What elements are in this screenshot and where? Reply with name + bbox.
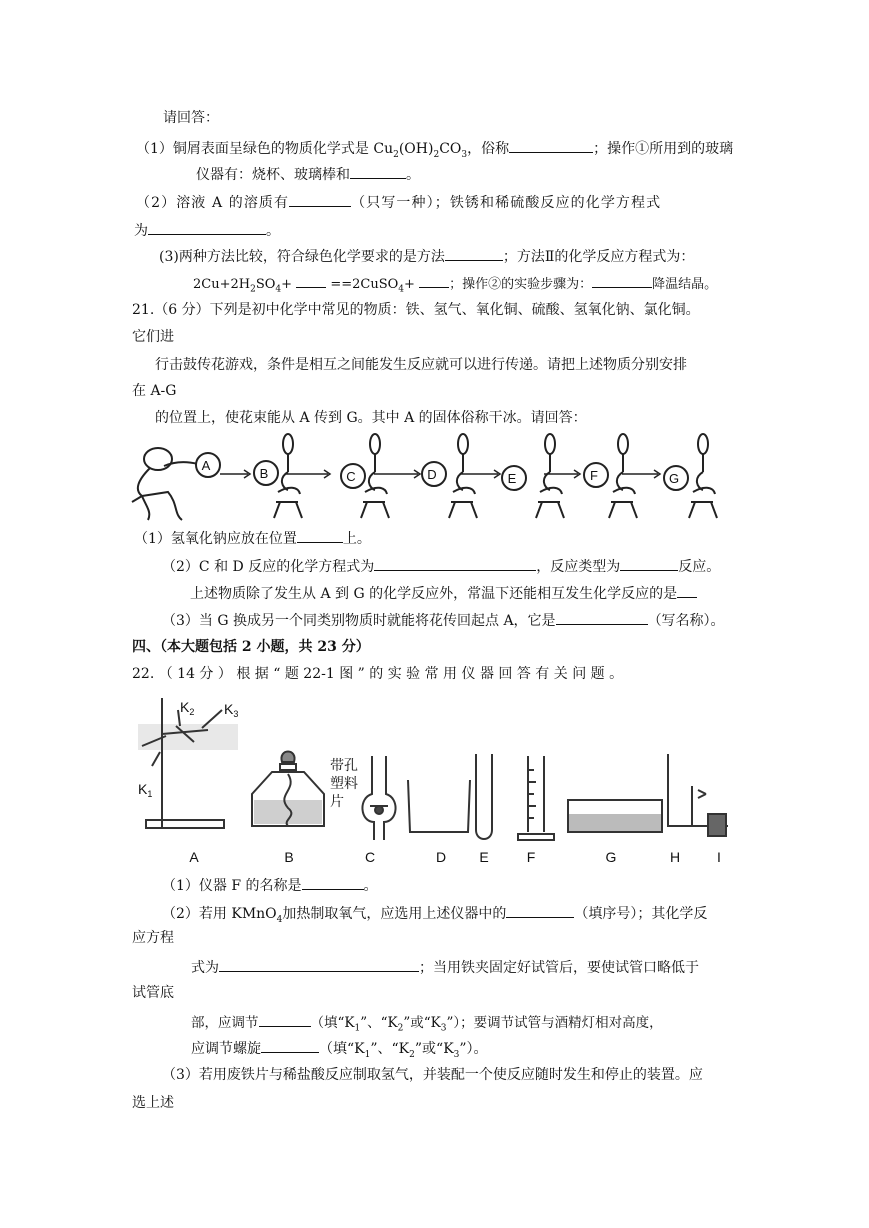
- q21-sub2-line2: 上述物质除了发生从 A 到 G 的化学反应外，常温下还能相互发生化学反应的是: [190, 582, 697, 604]
- answer-blank[interactable]: [296, 272, 326, 288]
- answer-blank[interactable]: [677, 582, 697, 598]
- iron-stand-apparatus: [138, 698, 238, 828]
- answer-blank[interactable]: [302, 874, 364, 890]
- q22-sub2-line6: 应调节螺旋 （填“$K_1$”、“$K_2$”或“$K_3$”）。: [191, 1037, 488, 1065]
- test-tube-apparatus: [476, 754, 492, 839]
- k3-label: $K_3$: [224, 701, 239, 719]
- porous-plate-apparatus: [362, 756, 395, 840]
- apparatus-letter-c: C: [364, 849, 376, 865]
- apparatus-letter-b: B: [284, 849, 294, 865]
- q22-line1: 22. （ 14 分 ） 根 据 “ 题 22-1 图 ” 的 实 验 常 用 仪 器 回 答 有 关 问 题 。: [132, 666, 624, 682]
- answer-blank[interactable]: [219, 956, 419, 972]
- q22-sub2-line2: 应方程: [132, 930, 174, 946]
- q21-line2: 它们进: [132, 329, 174, 345]
- apparatus-letter-d: D: [435, 849, 447, 865]
- q20-part3-line2: $2Cu+2H_2SO_4+$ ==2CuSO$_4$+ ；操作②的实验步骤为： 降温结晶。: [193, 272, 717, 300]
- station-label-f: F: [590, 468, 598, 483]
- bent-tube-apparatus: [668, 754, 698, 826]
- q22-sub3-line1: （3）若用废铁片与稀盐酸反应制取氢气，并装配一个使反应随时发生和停止的装置。应: [162, 1067, 703, 1083]
- station-label-d: D: [427, 467, 437, 482]
- q22-sub2-line5: 部，应调节 （填“$K_1$”、“$K_2$”或“$K_3$”）；要调节试管与酒精灯相对高度，: [191, 1011, 663, 1039]
- q22-sub1: （1）仪器 F 的名称是 。: [162, 874, 378, 896]
- q21-sub3: （3）当 G 换成另一个同类别物质时就能将花传回起点 A，它是 （写名称）。: [162, 609, 725, 631]
- apparatus-letter-a: A: [189, 849, 199, 865]
- station-label-e: E: [507, 471, 517, 486]
- flower-passing-figure: [128, 432, 743, 524]
- answer-blank[interactable]: [592, 272, 652, 288]
- q21-line3: 行击鼓传花游戏，条件是相互之间能发生反应就可以进行传递。请把上述物质分别安排: [155, 357, 687, 373]
- q21-sub1: （1）氢氧化钠应放在位置 上。: [134, 527, 371, 549]
- q20-prompt: 请回答：: [163, 110, 219, 126]
- water-trough-apparatus: [568, 800, 662, 832]
- answer-blank[interactable]: [556, 609, 648, 625]
- porous-plate-label-3: 片: [330, 793, 344, 809]
- apparatus-letter-g: G: [605, 849, 617, 865]
- alcohol-lamp-apparatus: [252, 752, 324, 827]
- answer-blank[interactable]: [297, 527, 343, 543]
- answer-blank[interactable]: [506, 902, 574, 918]
- apparatus-letter-f: F: [526, 849, 536, 865]
- section-four-heading: 四、（本大题包括 2 小题，共 23 分）: [132, 639, 370, 655]
- station-label-c: C: [346, 469, 356, 484]
- station-circles: [196, 453, 688, 490]
- beaker-apparatus: [408, 780, 470, 832]
- answer-blank[interactable]: [289, 191, 351, 207]
- answer-blank[interactable]: [620, 555, 678, 571]
- station-label-g: G: [668, 471, 680, 486]
- q22-sub2-line1: （2）若用 KMnO$_4$加热制取氧气，应选用上述仪器中的 （填序号）；其化学反: [162, 902, 707, 930]
- answer-blank[interactable]: [374, 555, 536, 571]
- q22-sub2-line4: 试管底: [132, 985, 174, 1001]
- answer-blank[interactable]: [445, 245, 503, 261]
- q20-part3-line1: (3)两种方法比较，符合绿色化学要求的是方法 ；方法Ⅱ的化学反应方程式为：: [159, 245, 694, 267]
- station-label-b: B: [259, 466, 269, 481]
- porous-plate-label-2: 塑料: [330, 775, 358, 791]
- q20-part1-line2: 仪器有：烧杯、玻璃棒和 。: [196, 163, 420, 185]
- apparatus-figure: [132, 690, 744, 868]
- q20-part2-line1: （2）溶液 A 的溶质有 （只写一种）；铁锈和稀硫酸反应的化学方程式: [136, 191, 661, 213]
- q21-line1: 21.（6 分）下列是初中化学中常见的物质：铁、氢气、氧化铜、硫酸、氢氧化钠、氯化铜。: [132, 302, 700, 318]
- q21-sub2-line1: （2）C 和 D 反应的化学方程式为 ，反应类型为 反应。: [162, 555, 720, 577]
- runner-figure: [132, 448, 198, 520]
- q21-line5: 的位置上，使花束能从 A 传到 G。其中 A 的固体俗称干冰。请回答：: [155, 410, 587, 426]
- q22-sub2-line3: 式为 ；当用铁夹固定好试管后，要使试管口略低于: [191, 956, 699, 978]
- answer-blank[interactable]: [148, 219, 266, 235]
- q20-part2-line2: 为 。: [134, 219, 280, 241]
- q20-part1-line1: （1）铜屑表面呈绿色的物质化学式是 $Cu_2(OH)_2CO_3$，俗称 ；操作①所用到的玻璃: [136, 137, 733, 165]
- stopper-clamp-apparatus: [692, 786, 728, 836]
- k1-label: $K_1$: [138, 781, 153, 799]
- porous-plate-label-1: 带孔: [330, 757, 358, 773]
- q22-sub3-line2: 选上述: [132, 1095, 174, 1111]
- apparatus-letter-i: I: [717, 849, 721, 865]
- graduated-cylinder-apparatus: [518, 756, 554, 840]
- answer-blank[interactable]: [259, 1011, 311, 1027]
- q21-line4: 在 A-G: [132, 383, 177, 399]
- k2-label: $K_2$: [180, 699, 195, 717]
- answer-blank[interactable]: [419, 272, 449, 288]
- apparatus-letter-e: E: [479, 849, 489, 865]
- answer-blank[interactable]: [509, 137, 593, 153]
- apparatus-letter-h: H: [669, 849, 681, 865]
- station-label-a: A: [201, 458, 211, 473]
- answer-blank[interactable]: [350, 163, 406, 179]
- answer-blank[interactable]: [261, 1037, 319, 1053]
